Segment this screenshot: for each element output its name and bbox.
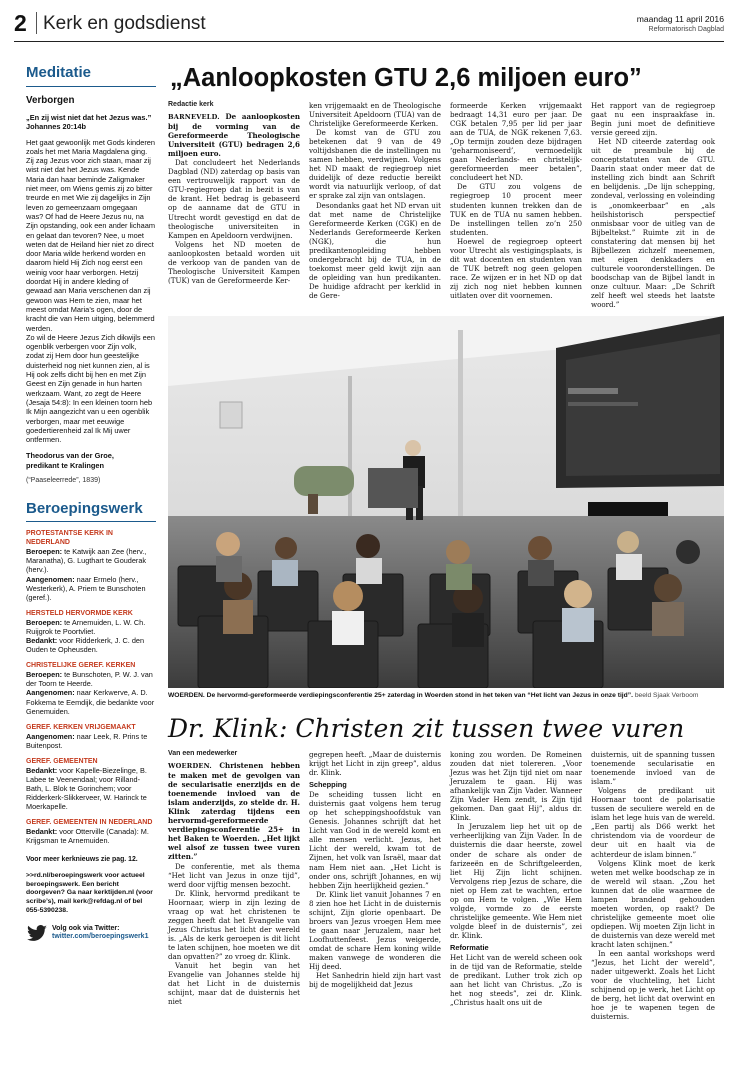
meditatie-heading: Meditatie <box>26 63 156 87</box>
conference-photo-image <box>168 316 724 688</box>
twitter-link[interactable]: twitter.com/beroepingswerk1 <box>52 933 149 941</box>
article-klink-paragraph: Dr. Klink, hervormd predikant te Hoornaar, wierp in zijn lezing de vraag op wat het christenen te zeggen heeft dat het Evangelie van Jezus Christus het licht der wereld is. „Als de kerk geroepen is dit licht te laten schijnen, hoe moeten we dit dan opvatten?” zo vroeg dr. Klink. <box>168 888 300 961</box>
call-entry <box>26 618 156 636</box>
call-entry <box>26 575 156 602</box>
article-gtu-col2 <box>309 101 441 309</box>
article-gtu-col3 <box>450 101 582 309</box>
call-entry-label: Aangenomen: <box>26 731 75 741</box>
meditatie-source: (“Paaseleerrede”, 1839) <box>26 476 101 484</box>
call-entry <box>26 670 156 688</box>
article-klink-paragraph: Volgens Klink moet de kerk weten met welke boodschap ze in de wereld wil staan. „Zou het kunnen dat de olie waarmee de lampen brandend gehouden moeten worden, op raakt? De christelijke gemeente moet olie opdiepen. Wij moeten Zijn licht in de duisternis van deze wereld met kracht laten schijnen.” <box>591 858 715 949</box>
article-klink-paragraph: Vanuit het begin van het Evangelie van Johannes stelde hij dat het Licht in de duisternis schijnt, maar dat de duisternis het niet <box>168 961 300 1007</box>
call-entry-text: naar Leek, R. Prins te Buitenpost. <box>26 731 148 750</box>
article-gtu-col1 <box>168 101 300 309</box>
call-entry-label: Bedankt: <box>26 827 58 837</box>
call-entry-label: Bedankt: <box>26 636 58 646</box>
article-gtu-byline: Redactie kerk <box>168 101 214 108</box>
article-klink-byline: Van een medewerker <box>168 750 238 757</box>
call-entry-label: Beroepen: <box>26 617 63 627</box>
article-gtu-paragraph: Het rapport van de regiegroep gaat nu een inspraakfase in. Begin juni moet de definitieve versie gereed zijn. <box>591 101 715 138</box>
meditatie-title: Verborgen <box>26 95 75 106</box>
subheading-schepping: Schepping <box>309 780 347 790</box>
meditatie-quote: „En zij wist niet dat het Jezus was.” <box>26 113 152 122</box>
call-entry <box>26 636 156 654</box>
article-gtu-lead: De aanloopkosten bij de vorming van de Gereformeerde Theologische Universiteit (GTU) bedragen 2,6 miljoen euro. <box>168 112 300 159</box>
header-newspaper: Reformatorisch Dagblad <box>648 26 724 33</box>
page-header <box>14 0 724 62</box>
article-klink <box>168 714 724 1021</box>
article-gtu-paragraph: Hoewel de regiegroep opteert voor Utrecht als vestigingsplaats, is dit wat docenten en studenten van de TUK betreft nog geen gelopen race. Ze wijzen er in het ND op dat zij zich nog niet hebben kunnen uitlaten over dit voornemen. <box>450 236 582 300</box>
sidebar <box>26 63 156 943</box>
call-entry <box>26 732 156 750</box>
article-gtu-col4 <box>591 101 715 309</box>
article-gtu-headline: „Aanloopkosten GTU 2,6 miljoen euro” <box>170 64 642 92</box>
call-entry-label: Aangenomen: <box>26 574 75 584</box>
article-klink-col1 <box>168 750 300 1021</box>
meditatie-author: Theodorus van der Groe, <box>26 451 114 461</box>
call-entry-label: Aangenomen: <box>26 688 75 698</box>
article-klink-dateline: WOERDEN. <box>168 762 212 770</box>
header-divider <box>36 12 37 34</box>
article-klink-col2 <box>309 750 441 1021</box>
call-entry-text: naar Ermelo (herv., Westerkerk), A. Priem te Bunschoten (geref.). <box>26 574 146 602</box>
call-entry-text: naar Kerkwerve, A. D. Fokkema te Eemdijk, die bedankte voor Genemuiden. <box>26 688 155 716</box>
article-gtu-paragraph: Het ND citeerde zaterdag ook uit de preambule bij de conceptstatuten van de GTU. Daarin staat onder meer dat de instelling zich bindt aan Schrift en belijdenis. „De lijn schepping, zondeval, verlossing en voleinding is „onomkeerbaar” en „als heilshistorisch perspectief onmisbaar voor de uitleg van de Bijbeltekst.” Ruimte zit in de constatering dat mensen bij het Bijbellezen zichzelf meenemen, met eigen denkkaders en culturele vooronderstellingen. De boodschap van de Bijbel landt in onze cultuur. Maar: „De Schrift zelf heeft wel steeds het laatste woord.” <box>591 137 715 310</box>
article-klink-paragraph: Het Licht van de wereld scheen ook in de tijd van de Reformatie, stelde de predikant. Luther trok zich op aan het licht van Christus. „Zo is het nog steeds”, zei dr. Klink. „Christus haalt ons uit de <box>450 952 582 1008</box>
article-gtu-paragraph: formeerde Kerken vrijgemaakt bedraagt 14,31 euro per jaar. De CGK betalen 7,95 per lid per jaar aan de TUA, de NGK rekenen 7,63. „Op termijn zouden deze bijdragen ‘geharmoniseerd’, vermoedelijk gaan Nederlands- en christelijk-gereformeerden meer betalen”, concludeert het ND. <box>450 101 582 183</box>
call-entry-text: voor Kapelle-Biezelinge, B. Labee te Veenendaal; voor Rilland-Bath, L. Blok te Gorinchem; voor Ridderkerk-Slikkerveer, W. Harinck te Moerkapelle. <box>26 765 147 812</box>
header-date: maandag 11 april 2016 <box>636 14 724 24</box>
article-klink-paragraph: Dr. Klink liet vanuit Johannes 7 en 8 zien hoe het Licht in de duisternis schijnt, Zijn glorie openbaart. De broers van Jezus vroegen Hem mee te gaan naar Jeruzalem, naar het Loofhuttenfeest. Jezus weigerde, omdat de schare Hem koning wilde maken vanwege de wonderen die Hij deed. <box>309 889 441 972</box>
beroepingswerk-list <box>26 529 156 845</box>
beroepingswerk-heading: Beroepingswerk <box>26 499 156 522</box>
photo-caption-label: WOERDEN. <box>168 692 205 699</box>
section-title: Kerk en godsdienst <box>43 13 206 34</box>
article-klink-paragraph: In Jeruzalem liep het uit op de verheerlijking van Zijn Vader. In de duisternis die daar heerste, zowel onder de schare als onder de farizeeën en de Schriftgeleerden, liet Hij Zijn licht schijnen. Vervolgens riep Jezus de schare, die niet op Hem zat te wachten, ertoe op om Hem te volgen. „Wie Hem volgde, vormde zo de eerste christelijke gemeente. Wie Hem niet volgde bleef in de duisternis”, zei dr. Klink. <box>450 822 582 940</box>
article-klink-paragraph: Het Sanhedrin hield zijn hart vast bij de mogelijkheid dat Jezus <box>309 971 441 990</box>
article-klink-paragraph: koning zou worden. De Romeinen zouden dat niet tolereren. „Voor Jezus was het Zijn tijd niet om naar Jeruzalem te gaan. Hij was afhankelijk van Zijn Vader. Wanneer Zijn Vader Hem zendt, is Zijn tijd gekomen. Dan gaat Hij”, aldus dr. Klink. <box>450 750 582 823</box>
article-gtu-paragraph: Volgens het ND moeten de aanloopkosten betaald worden uit de verkoop van de panden van de Theologische Universiteit Kampen (TUK) van de Gereformeerde Ker- <box>168 239 300 285</box>
article-klink-paragraph: gegrepen heeft. „Maar de duisternis krijgt het Licht in zijn greep”, aldus dr. Klink. <box>309 750 441 778</box>
church-name: HERSTELD HERVORMDE KERK <box>26 609 133 617</box>
church-name: CHRISTELIJKE GEREF. KERKEN <box>26 662 136 670</box>
article-gtu-paragraph: Desondanks gaat het ND ervan uit dat met name de Christelijke Gereformeerde Kerken (CGK) en de Nederlands Gereformeerde Kerken (NGK), die hun predikantenopleiding hebben ondergebracht bij de TUA, in de toekomst meer geld kwijt zijn aan de opleiding van hun predikanten. De huidige afdracht per kerklid in de Gere- <box>309 200 441 300</box>
article-klink-lead: Christenen hebben te maken met de gevolgen van de secularisatie enerzijds en de toenemende invloed van de islam anderzijds, zo stelde dr. H. Klink zaterdag tijdens een hervormd-gereformeerde verdiepingsconferentie 25+ in het Baken te Woerden. „Het lijkt wel alsof ze tussen twee vuren zitten.” <box>168 761 300 862</box>
meditatie-paragraph: Zo wil de Heere Jezus Zich dikwijls een ogenblik verbergen voor Zijn volk, zodat zij Hem door hun geestelijke duisterheid nog niet kunnen zien, al is Hij ook zelfs dicht bij hen en met Zijn Geest en Zijn genade in hun harten werkzaam. Want, zo zegt de Heere (Jesaja 54:8): In een kleinen toorn heb Ik Mijn aangezicht van u een ogenblik verborgen, maar met eeuwige goedertierenheid zal Ik Mij uwer ontfermen. <box>26 332 155 445</box>
church-name: GEREF. GEMEENTEN <box>26 757 98 765</box>
article-gtu-paragraph: Dat concludeert het Nederlands Dagblad (ND) zaterdag op basis van een vertrouwelijk rapport van de GTU-regiegroep dat in bezit is van de krant. Het bedrag is gebaseerd op de aanname dat de GTU in Utrecht wordt gevestigd en dat de theologische universiteiten in Kampen en Apeldoorn verdwijnen. <box>168 158 300 240</box>
meditatie-paragraph: Het gaat gewoonlijk met Gods kinderen zoals het met Maria Magdalena ging. Zij zag Jezus voor zich staan, maar zij wist niet dat het Jezus was. Kende Maria dan haar beminde Zaligmaker niet meer, om Wiens gemis zij zo bitter treurde en met Wie zij dagelijks in Zijn leven zo gemeenzaam omgegaan was? Of had de Heere Jezus nu, na Zijn opstanding, ook een ander lichaam en gelaat dan tevoren? Nee, u moet weten dat de Heiland hier niet zo direct door Maria wilde herkend worden en daarom hield Hij Zich nog eerst een weinig voor haar verborgen. Hetzij doordat Hij in andere kleding of gewaad aan Maria verschenen dan zij gewoon was Hem te zien, maar het meest omdat Maria’s ogen, door de kracht die van Hem uitging, belemmerd werden. <box>26 137 156 333</box>
kerknieuws-reference: Voor meer kerknieuws zie pag. 12. <box>26 855 138 863</box>
meditatie-reference: Johannes 20:14b <box>26 122 86 132</box>
call-entry-label: Bedankt: <box>26 765 58 775</box>
twitter-block <box>26 925 156 943</box>
article-gtu <box>168 63 724 309</box>
photo-caption-text: De hervormd-gereformeerde verdiepingsconferentie 25+ zaterdag in Woerden stond in het teken van “Het licht van Jezus in onze tijd”. <box>206 692 633 699</box>
beroepingswerk-contact: >>rd.nl/beroepingswerk voor actueel beroepingswerk. Een bericht doorgeven? Ga naar kerktijden.nl (voor scribe’s), mail kerk@refdag.nl of bel 055-5390238. <box>26 871 153 915</box>
article-klink-paragraph: De scheiding tussen licht en duisternis gaat volgens hem terug op het scheppingshoofdstuk van Genesis. Johannes schrijft dat het Licht van God in de wereld komt en alle mensen verlicht. Jezus, het Licht der wereld, kwam tot de Zijnen, het volk van Israël, maar dat nam Hem niet aan. „Het Licht is onder ons, schrijft Johannes, en wij hebben Zijn heerlijkheid gezien.” <box>309 790 441 890</box>
article-klink-headline: Dr. Klink: Christen zit tussen twee vuren <box>168 714 685 743</box>
article-gtu-paragraph: De GTU zou volgens de regiegroep 10 procent meer studenten kunnen trekken dan de TUK en de TUA nu samen hebben. De instellingen tellen zo’n 250 studenten. <box>450 182 582 237</box>
twitter-icon <box>26 925 48 943</box>
call-entry-text: te Katwijk aan Zee (herv., Maranatha), G. Lugthart te Gouderak (herv.). <box>26 547 147 575</box>
header-rule <box>14 41 724 42</box>
photo-credit: beeld Sjaak Verboom <box>634 692 699 699</box>
article-klink-paragraph: De conferentie, met als thema “Het licht van Jezus in onze tijd”, werd door vijftig mensen bezocht. <box>168 861 300 889</box>
call-entry <box>26 827 156 845</box>
call-entry-text: voor Otterville (Canada): M. Krijgsman te Arnemuiden. <box>26 827 149 846</box>
meditatie-author-role: predikant te Kralingen <box>26 460 105 470</box>
subheading-reformatie: Reformatie <box>450 942 489 952</box>
article-gtu-paragraph: ken vrijgemaakt en de Theologische Universiteit Apeldoorn (TUA) van de Christelijke Gereformeerde Kerken. <box>309 101 441 129</box>
call-entry-text: voor Ridderkerk, J. C. den Ouden te Opheusden. <box>26 636 145 655</box>
article-klink-paragraph: In een aantal workshops werd “Jezus, het Licht der wereld”, nader uitgewerkt. Zoals het Licht voor de vluchteling, het Licht schijnend op je werk, het Licht op de berg, het licht dat overwint en hoe je te wapenen tegen de duisternis. <box>591 949 715 1022</box>
article-gtu-paragraph: De komst van de GTU zou betekenen dat 9 van de 49 voltijdsbanen die de instellingen nu samen hebben, verdwijnen. Volgens het ND maakt de regiegroep niet duidelijk of deze reductie bereikt wordt via natuurlijk verloop, of dat er sprake zal zijn van ontslagen. <box>309 128 441 201</box>
call-entry <box>26 766 156 811</box>
article-klink-paragraph: duisternis, uit de spanning tussen toenemende secularisatie en toenemende invloed van de islam.” <box>591 750 715 787</box>
church-name: GEREF. GEMEENTEN IN NEDERLAND <box>26 819 153 827</box>
church-name: PROTESTANTSE KERK IN NEDERLAND <box>26 530 113 547</box>
page-number: 2 <box>14 10 27 36</box>
church-name: GEREF. KERKEN VRIJGEMAAKT <box>26 723 136 731</box>
article-klink-paragraph: Volgens de predikant uit Hoornaar toont de polarisatie tussen de seculiere wereld en de islam het lege huis van de wereld. „Een partij als D66 werkt het christendom via de voordeur de deur uit en haalt via de achterdeur de islam binnen.” <box>591 786 715 859</box>
twitter-label: Volg ook via Twitter: <box>52 924 120 932</box>
conference-photo <box>168 316 724 688</box>
call-entry <box>26 547 156 574</box>
call-entry-label: Beroepen: <box>26 670 63 680</box>
call-entry-text: te Bunschoten, P. W. J. van der Toorn te Heerde. <box>26 670 153 689</box>
article-klink-col3 <box>450 750 582 1021</box>
photo-caption <box>168 692 724 700</box>
article-gtu-dateline: BARNEVELD. <box>168 113 220 121</box>
call-entry <box>26 688 156 715</box>
call-entry-text: te Arnemuiden, L. W. Ch. Ruijgrok te Poortvliet. <box>26 617 146 636</box>
call-entry-label: Beroepen: <box>26 547 63 557</box>
article-klink-col4 <box>591 750 715 1021</box>
